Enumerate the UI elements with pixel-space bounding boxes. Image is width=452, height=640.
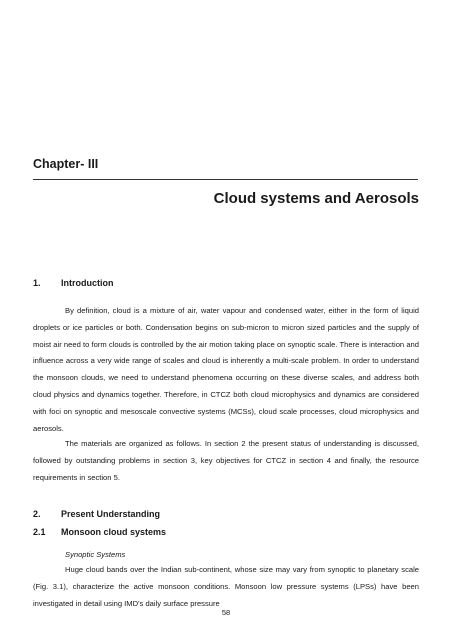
subsection-heading-monsoon-cloud-systems xyxy=(33,527,166,537)
section-heading-introduction xyxy=(33,278,114,288)
section-heading-present-understanding xyxy=(33,509,160,519)
chapter-title: Cloud systems and Aerosols xyxy=(213,190,419,207)
chapter-divider xyxy=(33,179,418,180)
subsection-number: 2.1 xyxy=(33,527,46,537)
section-title: Introduction xyxy=(61,278,114,288)
chapter-label: Chapter- III xyxy=(33,157,99,171)
page-number: 58 xyxy=(221,608,231,617)
section-title: Present Understanding xyxy=(61,509,161,519)
paragraph-introduction: By definition, cloud is a mixture of air, water vapour and condensed water, either in the form of liquid droplets or ice particles or both. Condensation begins on sub-micron to micron sized particles and the supply of moist air need to form clouds is controlled by the air motion taking place on synoptic scale. There is interaction and influence across a very wide range of scales and cloud is inherently a multi-scale problem. In order to understand the monsoon clouds, we need to understand phenomena occurring on these diverse scales, and address both cloud physics and dynamics together. Therefore, in CTCZ both cloud microphysics and dynamics are considered with foci on synoptic and mesoscale convective systems (MCSs), cloud scale processes, cloud microphysics and aerosols. xyxy=(33,306,419,433)
subsection-title: Monsoon cloud systems xyxy=(61,527,167,537)
synoptic-systems-label: Synoptic Systems xyxy=(65,550,126,559)
section-number: 2. xyxy=(33,509,41,519)
section-number: 1. xyxy=(33,278,41,288)
paragraph-organization: The materials are organized as follows. In section 2 the present status of understanding is discussed, followed by outstanding problems in section 3, key objectives for CTCZ in section 4 and finally, the resource requirements in section 5. xyxy=(33,439,419,482)
paragraph-synoptic: Huge cloud bands over the Indian sub-continent, whose size may vary from synoptic to planetary scale (Fig. 3.1), characterize the active monsoon conditions. Monsoon low pressure systems (LPSs) have been investigated in detail using IMD's daily surface pressure xyxy=(33,565,419,608)
